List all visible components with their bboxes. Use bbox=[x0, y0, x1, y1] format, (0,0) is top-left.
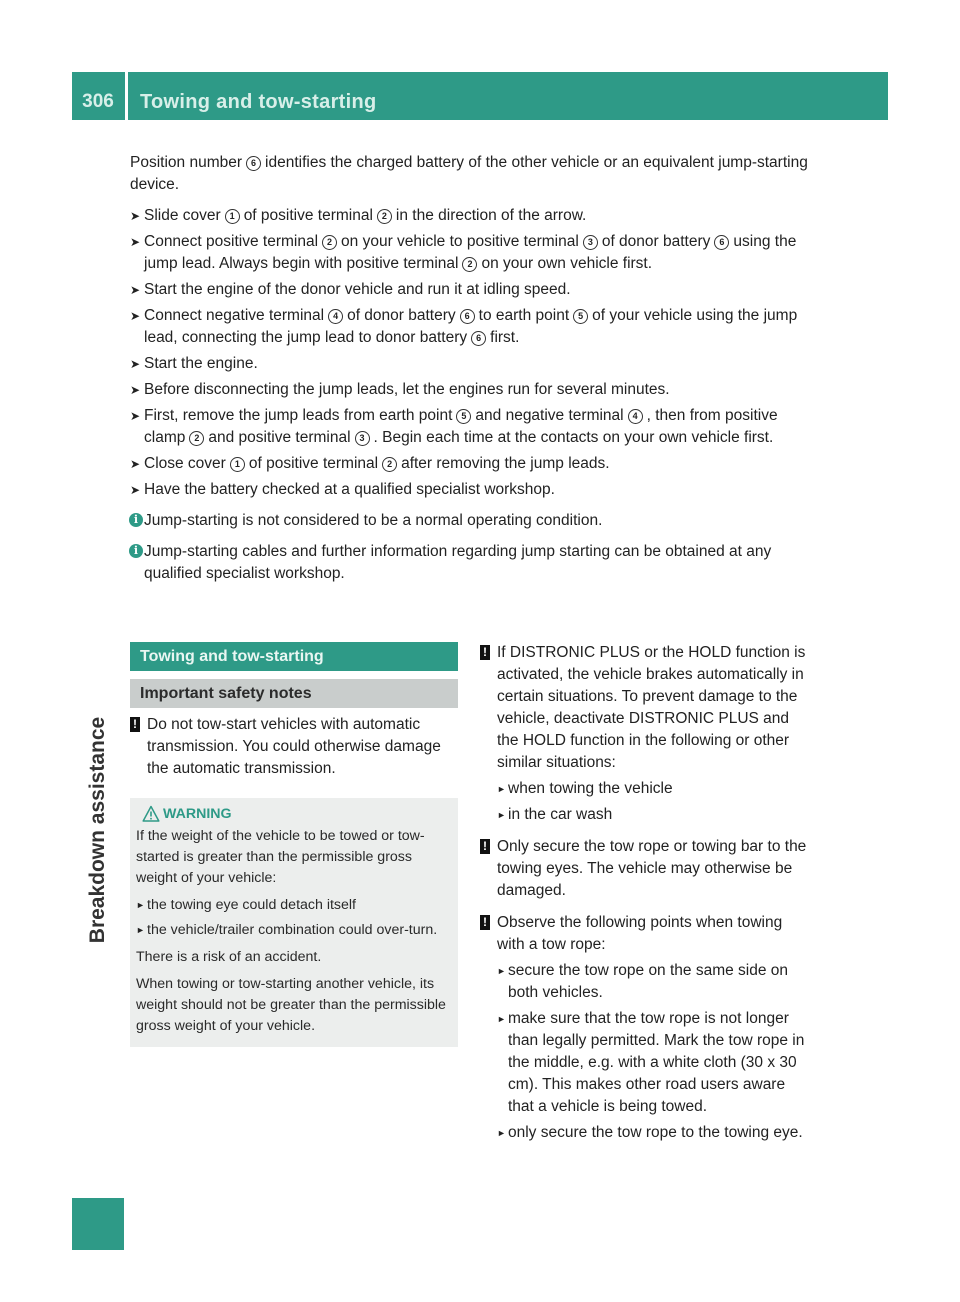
callout-number: 2 bbox=[189, 431, 204, 446]
callout-number: 1 bbox=[225, 209, 240, 224]
bullet-text: in the car wash bbox=[508, 806, 613, 823]
step-let-run bbox=[130, 379, 814, 401]
callout-number: 6 bbox=[246, 156, 261, 171]
step-start-donor bbox=[130, 279, 814, 301]
notice-text: Only secure the tow rope or towing bar to the towing eyes. The vehicle may otherwise be damaged. bbox=[497, 838, 807, 899]
notice-distronic bbox=[480, 642, 812, 774]
callout-number: 6 bbox=[460, 309, 475, 324]
callout-number: 3 bbox=[583, 235, 598, 250]
notice-bullet bbox=[497, 1122, 812, 1144]
warning-bullet bbox=[136, 920, 450, 941]
info-text: Jump-starting cables and further information regarding jump starting can be obtained at any qualified specialist workshop. bbox=[144, 543, 772, 582]
bullet-text: make sure that the tow rope is not longer than legally permitted. Mark the tow rope in the middle, e.g. with a white cloth (30 x 30 cm). This makes other road users aware that a vehicle is being towed. bbox=[508, 1010, 805, 1115]
callout-number: 5 bbox=[456, 409, 471, 424]
callout-number: 4 bbox=[628, 409, 643, 424]
section-heading: Towing and tow-starting bbox=[130, 642, 458, 671]
step-text: Before disconnecting the jump leads, let the engines run for several minutes. bbox=[144, 381, 670, 398]
intro-text-a: Position number bbox=[130, 154, 243, 171]
step-text: Connect positive terminal bbox=[144, 233, 319, 250]
step-remove-leads bbox=[130, 405, 814, 449]
side-chapter-text: Breakdown assistance bbox=[86, 716, 109, 944]
step-arrow-icon: ➤ bbox=[130, 483, 141, 497]
step-close-cover bbox=[130, 453, 814, 475]
callout-number: 2 bbox=[462, 257, 477, 272]
header-divider bbox=[125, 72, 128, 120]
bullet-icon: ► bbox=[497, 966, 506, 976]
callout-number: 5 bbox=[573, 309, 588, 324]
step-text: . Begin each time at the contacts on your own vehicle first. bbox=[373, 429, 774, 446]
step-text: of positive terminal bbox=[243, 207, 373, 224]
info-icon: i bbox=[129, 544, 143, 558]
notice-tow-rope bbox=[480, 912, 812, 956]
info-icon: i bbox=[129, 513, 143, 527]
step-text: of your vehicle using the jump lead, connecting the jump lead to donor battery bbox=[144, 307, 798, 346]
callout-number: 4 bbox=[328, 309, 343, 324]
bullet-text: the towing eye could detach itself bbox=[147, 897, 357, 913]
step-arrow-icon: ➤ bbox=[130, 409, 141, 423]
bullet-icon: ► bbox=[497, 1014, 506, 1024]
callout-number: 2 bbox=[377, 209, 392, 224]
warning-bullet bbox=[136, 895, 450, 916]
step-text: on your vehicle to positive terminal bbox=[341, 233, 579, 250]
callout-number: 3 bbox=[355, 431, 370, 446]
callout-number: 1 bbox=[230, 457, 245, 472]
bullet-icon: ► bbox=[136, 900, 145, 910]
jump-starting-instructions bbox=[130, 152, 814, 585]
step-arrow-icon: ➤ bbox=[130, 235, 141, 249]
exclamation-icon: ! bbox=[480, 915, 490, 930]
callout-number: 2 bbox=[322, 235, 337, 250]
step-arrow-icon: ➤ bbox=[130, 457, 141, 471]
step-text: in the direction of the arrow. bbox=[395, 207, 587, 224]
bullet-text: when towing the vehicle bbox=[508, 780, 673, 797]
callout-number: 6 bbox=[714, 235, 729, 250]
warning-advice: When towing or tow-starting another vehicle, its weight should not be greater than the permissible gross weight of your vehicle. bbox=[136, 976, 446, 1034]
info-note bbox=[130, 510, 814, 532]
step-text: , then from positive clamp bbox=[144, 407, 778, 446]
warning-risk: There is a risk of an accident. bbox=[136, 949, 322, 965]
step-text: on your own vehicle first. bbox=[481, 255, 653, 272]
page-title: Towing and tow-starting bbox=[140, 91, 377, 113]
right-column bbox=[480, 642, 812, 1144]
step-connect-negative bbox=[130, 305, 814, 349]
step-slide-cover bbox=[130, 205, 814, 227]
warning-title bbox=[136, 804, 450, 826]
notice-text: Observe the following points when towing with a tow rope: bbox=[497, 914, 783, 953]
step-text: first. bbox=[490, 329, 520, 346]
bullet-icon: ► bbox=[136, 925, 145, 935]
exclamation-icon: ! bbox=[130, 717, 140, 732]
intro-paragraph bbox=[130, 152, 814, 196]
step-connect-positive bbox=[130, 231, 814, 275]
notice-bullet bbox=[497, 1008, 812, 1118]
callout-number: 6 bbox=[471, 331, 486, 346]
intro-text-b: identifies the charged battery of the other vehicle or an equivalent jump-starting device. bbox=[130, 154, 808, 193]
notice-automatic-transmission bbox=[130, 714, 458, 780]
warning-triangle-icon bbox=[142, 805, 160, 823]
exclamation-icon: ! bbox=[480, 839, 490, 854]
step-text: First, remove the jump leads from earth point bbox=[144, 407, 453, 424]
warning-title-text: WARNING bbox=[163, 806, 232, 822]
bullet-text: only secure the tow rope to the towing eye. bbox=[508, 1124, 803, 1141]
step-arrow-icon: ➤ bbox=[130, 209, 141, 223]
subsection-heading: Important safety notes bbox=[130, 679, 458, 708]
warning-text: If the weight of the vehicle to be towed or tow-started is greater than the permissible gross weight of your vehicle: bbox=[136, 828, 425, 886]
step-start-engine bbox=[130, 353, 814, 375]
bullet-icon: ► bbox=[497, 810, 506, 820]
step-text: of donor battery bbox=[601, 233, 711, 250]
notice-bullet bbox=[497, 778, 812, 800]
bullet-text: secure the tow rope on the same side on both vehicles. bbox=[508, 962, 789, 1001]
left-column bbox=[130, 642, 458, 1047]
step-text: Start the engine. bbox=[144, 355, 258, 372]
notice-bullet bbox=[497, 960, 812, 1004]
step-text: using the jump lead. Always begin with positive terminal bbox=[144, 233, 797, 272]
step-text: to earth point bbox=[478, 307, 570, 324]
exclamation-icon: ! bbox=[480, 645, 490, 660]
step-text: after removing the jump leads. bbox=[401, 455, 610, 472]
step-battery-check bbox=[130, 479, 814, 501]
notice-text: If DISTRONIC PLUS or the HOLD function is activated, the vehicle brakes automatically in certain situations. To prevent damage to the vehicle, deactivate DISTRONIC PLUS and the HOLD function in the following or other similar situations: bbox=[497, 644, 806, 771]
notice-towing-eyes bbox=[480, 836, 812, 902]
step-arrow-icon: ➤ bbox=[130, 283, 141, 297]
page-number: 306 bbox=[82, 91, 114, 112]
bullet-icon: ► bbox=[497, 1128, 506, 1138]
notice-text: Do not tow-start vehicles with automatic transmission. You could otherwise damage the automatic transmission. bbox=[147, 716, 441, 777]
side-chapter-tab bbox=[72, 1198, 124, 1250]
info-text: Jump-starting is not considered to be a normal operating condition. bbox=[144, 512, 603, 529]
info-note bbox=[130, 541, 814, 585]
step-text: and positive terminal bbox=[208, 429, 351, 446]
step-arrow-icon: ➤ bbox=[130, 309, 141, 323]
callout-number: 2 bbox=[382, 457, 397, 472]
step-arrow-icon: ➤ bbox=[130, 383, 141, 397]
warning-box bbox=[130, 798, 458, 1047]
step-text: Start the engine of the donor vehicle and run it at idling speed. bbox=[144, 281, 571, 298]
bullet-icon: ► bbox=[497, 784, 506, 794]
bullet-text: the vehicle/trailer combination could over-turn. bbox=[147, 922, 438, 938]
step-text: Connect negative terminal bbox=[144, 307, 325, 324]
step-text: Have the battery checked at a qualified specialist workshop. bbox=[144, 481, 555, 498]
step-text: of positive terminal bbox=[248, 455, 379, 472]
step-arrow-icon: ➤ bbox=[130, 357, 141, 371]
step-text: Close cover bbox=[144, 455, 226, 472]
step-text: of donor battery bbox=[347, 307, 456, 324]
step-text: Slide cover bbox=[144, 207, 221, 224]
notice-bullet bbox=[497, 804, 812, 826]
step-text: and negative terminal bbox=[475, 407, 624, 424]
